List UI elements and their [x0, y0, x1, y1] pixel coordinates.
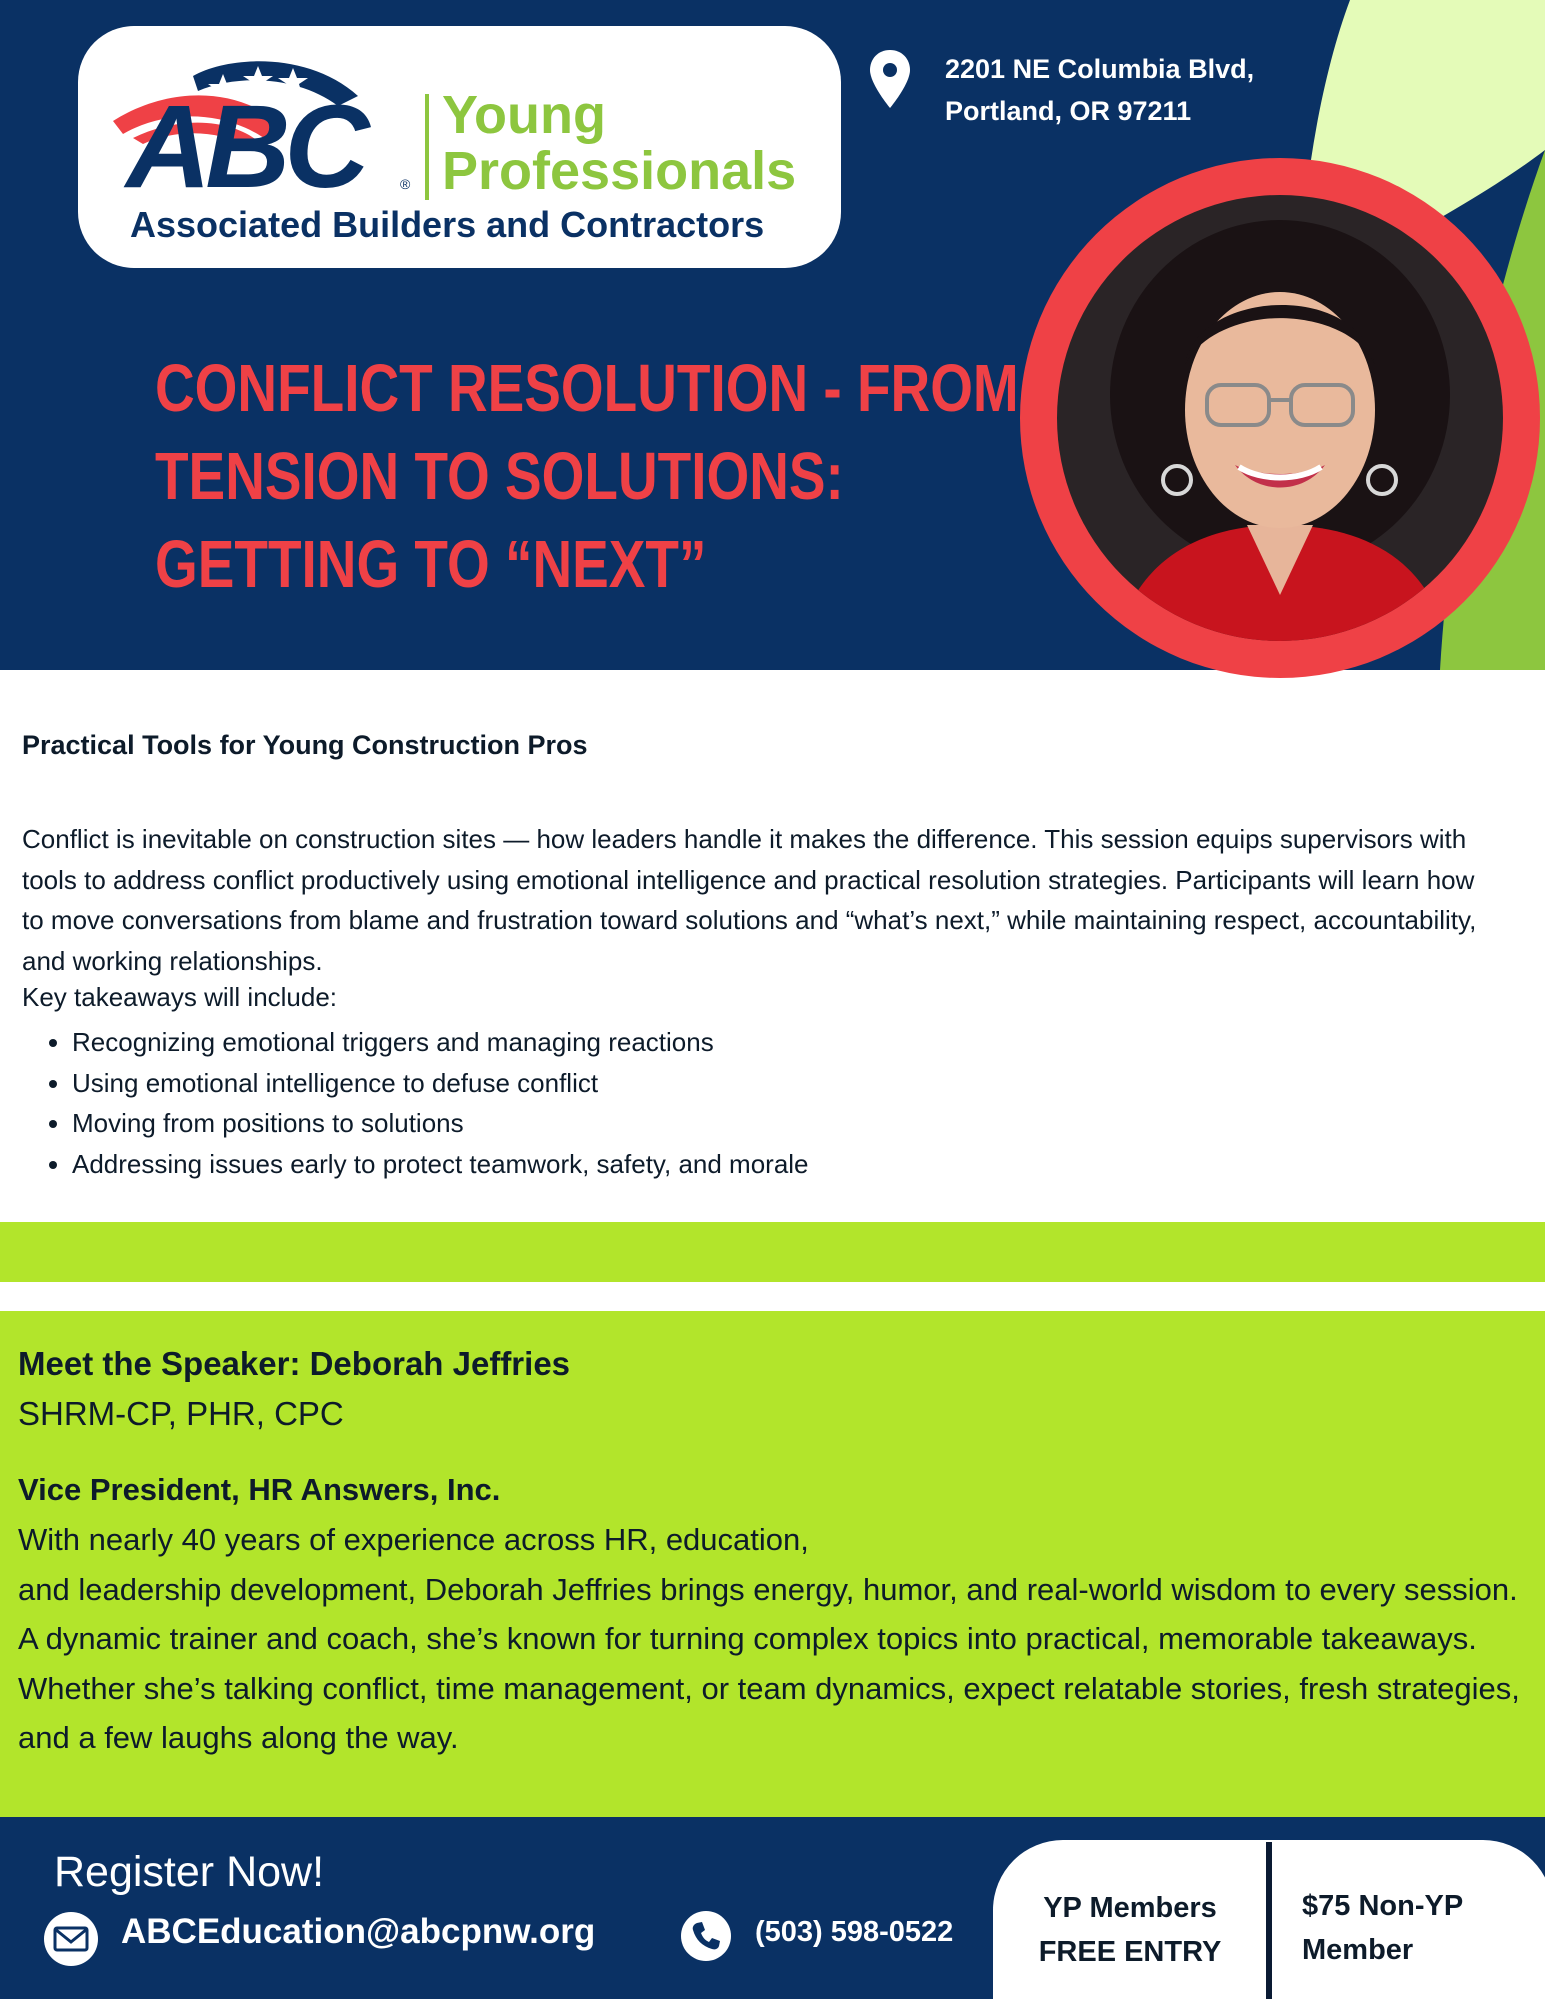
price-non-line2: Member — [1302, 1934, 1414, 1966]
address-line1: 2201 NE Columbia Blvd, — [945, 54, 1255, 84]
speaker-role: Vice President, HR Answers, Inc. — [18, 1472, 501, 1507]
contact-phone-link[interactable]: (503) 598-0522 — [755, 1916, 954, 1948]
logo-abc: ABC — [126, 81, 364, 213]
price-yp-members — [1030, 1886, 1230, 1974]
price-yp-line2: FREE ENTRY — [1038, 1936, 1222, 1968]
address-line2: Portland, OR 97211 — [945, 96, 1192, 126]
list-item: • Moving from positions to solutions — [72, 1103, 809, 1144]
title-line1: CONFLICT RESOLUTION - FROM — [155, 351, 1019, 426]
price-non-yp — [1302, 1884, 1463, 1972]
event-address — [945, 48, 1254, 132]
logo-professionals: Professionals — [442, 141, 797, 201]
logo-registered-mark: ® — [400, 176, 411, 192]
pricing-divider — [1266, 1842, 1272, 1999]
logo-young: Young — [442, 85, 606, 145]
title-line3: GETTING TO “NEXT” — [155, 527, 707, 602]
logo-org-name: Associated Builders and Contractors — [130, 204, 765, 245]
contact-email-link[interactable]: ABCEducation@abcpnw.org — [121, 1912, 596, 1951]
takeaways-list — [22, 1022, 809, 1184]
event-title — [155, 345, 1019, 609]
description-intro: Conflict is inevitable on construction sites — how leaders handle it makes the difference. This session equips supervisors with tools to address conflict productively using emotional intelligence and practical resolution strategies. Participants will learn how to move conversations from blame and frustration toward solutions and “what’s next,” while maintaining respect, accountability, and working relationships. — [22, 824, 1477, 976]
register-heading: Register Now! — [54, 1848, 325, 1896]
description-subheading: Practical Tools for Young Construction Pros — [22, 730, 588, 760]
list-item: • Addressing issues early to protect teamwork, safety, and morale — [72, 1144, 809, 1185]
logo-card — [78, 26, 841, 268]
speaker-credentials: SHRM-CP, PHR, CPC — [18, 1395, 344, 1432]
price-yp-line1: YP Members — [1043, 1892, 1217, 1924]
speaker-portrait — [1057, 195, 1503, 641]
title-line2: TENSION TO SOLUTIONS: — [155, 439, 844, 514]
takeaways-label: Key takeaways will include: — [22, 982, 338, 1012]
location-pin-icon — [868, 48, 912, 112]
speaker-photo — [1057, 195, 1503, 641]
phone-icon — [680, 1910, 732, 1962]
list-item: • Using emotional intelligence to defuse conflict — [72, 1063, 809, 1104]
divider-band — [0, 1222, 1545, 1282]
speaker-bio-line1: With nearly 40 years of experience across HR, education, — [18, 1522, 809, 1557]
logo-divider — [425, 94, 429, 200]
speaker-heading: Meet the Speaker: Deborah Jeffries — [18, 1345, 571, 1382]
speaker-bio-rest: and leadership development, Deborah Jeffries brings energy, humor, and real-world wisdom to every session. A dynamic trainer and coach, she’s known for turning complex topics into practical, memorable takeaways. Whether she’s talking conflict, time management, or team dynamics, expect relatable stories, fresh strategies, and a few laughs along the way. — [18, 1571, 1520, 1755]
price-non-line1: $75 Non-YP — [1302, 1890, 1464, 1922]
list-item: • Recognizing emotional triggers and managing reactions — [72, 1022, 809, 1063]
speaker-bio — [18, 1515, 1528, 1763]
mail-icon — [42, 1910, 100, 1968]
